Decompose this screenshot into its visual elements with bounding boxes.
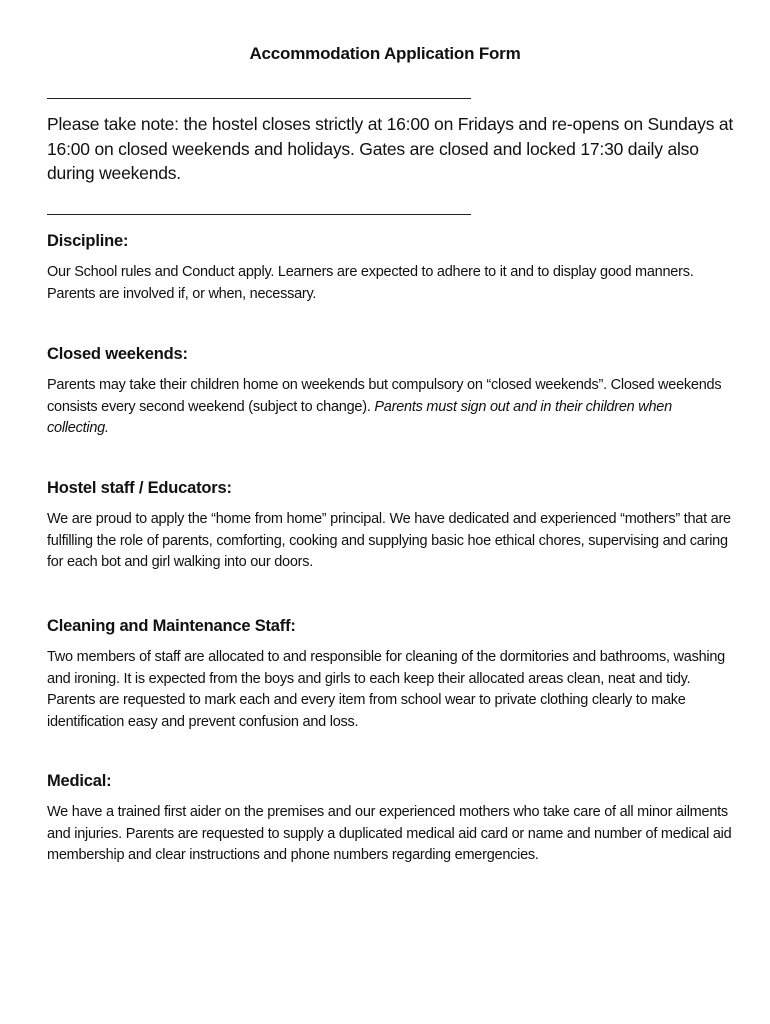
section-heading-medical: Medical: bbox=[47, 772, 112, 790]
closed-weekends-text: Parents may take their children home on weekends but compulsory on “closed weekends”. Closed weekends consists every second weekend (subject to change). bbox=[47, 377, 722, 415]
section-closed-weekends bbox=[47, 343, 737, 440]
section-heading-cleaning: Cleaning and Maintenance Staff: bbox=[47, 617, 296, 635]
section-cleaning-maintenance bbox=[47, 615, 737, 733]
top-divider-line bbox=[47, 98, 471, 99]
section-heading-hostel-staff: Hostel staff / Educators: bbox=[47, 479, 232, 497]
section-body-cleaning: Two members of staff are allocated to and responsible for cleaning of the dormitories and bathrooms, washing and ironing. It is expected from the boys and girls to each keep their allocated areas clean, neat and tidy. Parents are requested to mark each and every item from school wear to private clothing clearly to make identification easy and prevent confusion and loss. bbox=[47, 649, 725, 730]
hostel-hours-note: Please take note: the hostel closes strictly at 16:00 on Fridays and re-opens on Sundays at 16:00 on closed weekends and holidays. Gates are closed and locked 17:30 daily also during weekends. bbox=[47, 114, 734, 183]
document-title: Accommodation Application Form bbox=[249, 44, 521, 63]
section-heading-discipline: Discipline: bbox=[47, 232, 129, 250]
section-heading-closed-weekends: Closed weekends: bbox=[47, 345, 188, 363]
section-body-medical: We have a trained first aider on the premises and our experienced mothers who take care of all minor ailments and injuries. Parents are requested to supply a duplicated medical aid card or name and number of medical aid membership and clear instructions and phone numbers regarding emergencies. bbox=[47, 804, 732, 863]
bottom-divider-line bbox=[47, 214, 471, 215]
section-medical bbox=[47, 770, 737, 867]
section-body-closed-weekends bbox=[47, 375, 737, 440]
closed-weekends-italic-note: Parents must sign out and in their children when collecting. bbox=[47, 398, 672, 436]
section-hostel-staff bbox=[47, 477, 737, 574]
section-body-discipline: Our School rules and Conduct apply. Learners are expected to adhere to it and to display good manners. Parents are involved if, or when, necessary. bbox=[47, 264, 694, 302]
section-body-hostel-staff: We are proud to apply the “home from home” principal. We have dedicated and experienced “mothers” that are fulfilling the role of parents, comforting, cooking and supplying basic hoe ethical chores, supervising and caring for each bot and girl walking into our doors. bbox=[47, 511, 731, 570]
section-discipline bbox=[47, 230, 737, 305]
